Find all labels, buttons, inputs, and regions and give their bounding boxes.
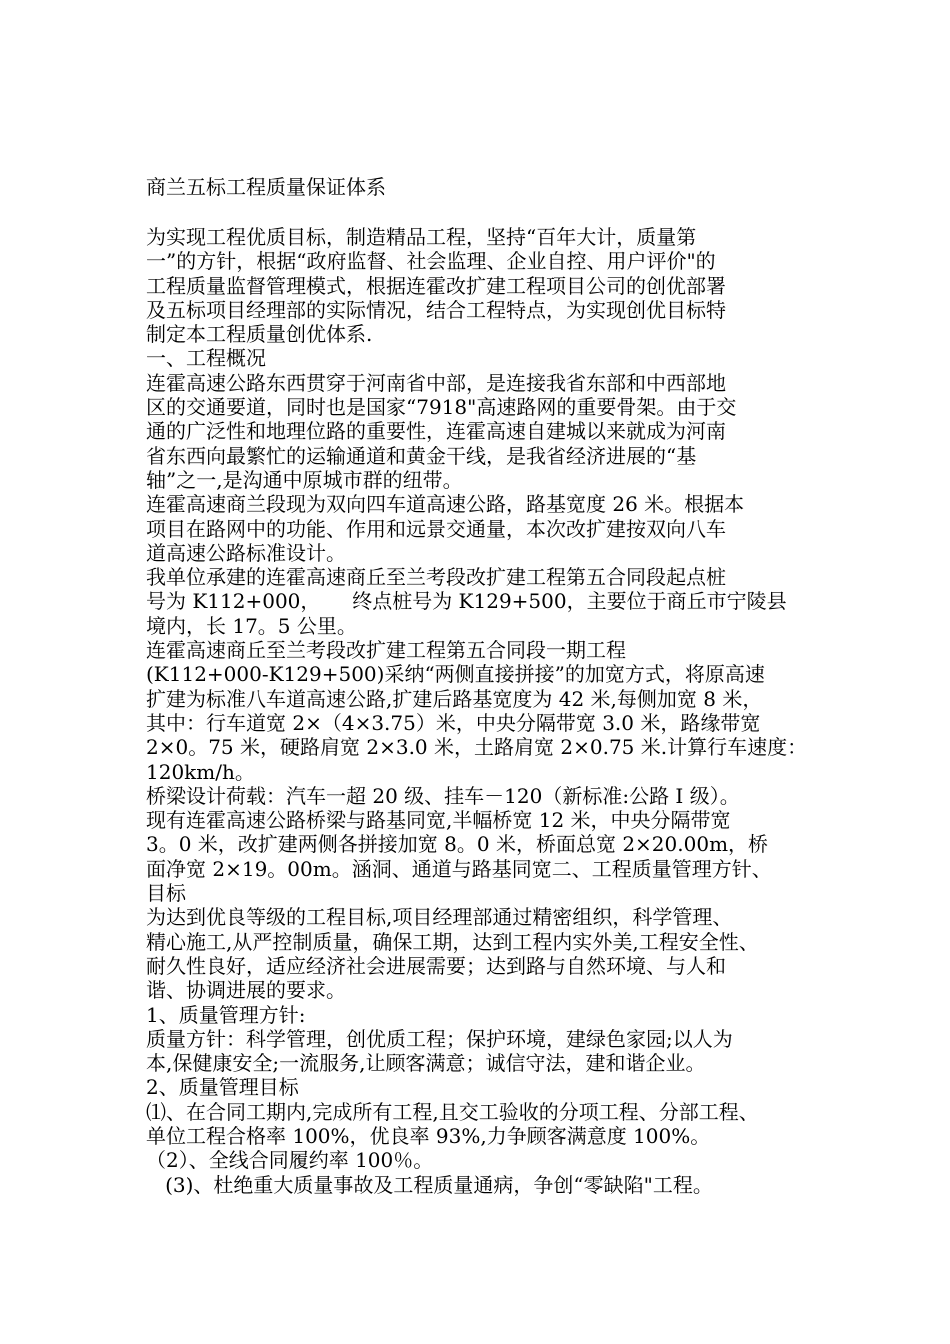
text-line: 面净宽 2×19。00m。涵洞、通道与路基同宽二、工程质量管理方针、 bbox=[146, 856, 772, 881]
text-line: 道高速公路标准设计。 bbox=[146, 540, 346, 565]
text-line: 一、工程概况 bbox=[146, 346, 266, 371]
text-line: 连霍高速商兰段现为双向四车道高速公路，路基宽度 26 米。根据本 bbox=[146, 492, 745, 517]
text-line: 本,保健康安全;一流服务,让顾客满意；诚信守法，建和谐企业。 bbox=[146, 1051, 706, 1076]
text-line: 连霍高速商丘至兰考段改扩建工程第五合同段一期工程 bbox=[146, 638, 626, 663]
text-line: （2）、全线合同履约率 100％。 bbox=[146, 1148, 434, 1173]
text-line: 2×0。75 米，硬路肩宽 2×3.0 米，土路肩宽 2×0.75 米.计算行车速度： bbox=[146, 735, 808, 760]
text-line: (3)、杜绝重大质量事故及工程质量通病，争创“零缺陷"工程。 bbox=[146, 1172, 713, 1197]
text-line: 3。0 米，改扩建两侧各拼接加宽 8。0 米，桥面总宽 2×20.00m，桥 bbox=[146, 832, 769, 857]
text-line: 精心施工,从严控制质量，确保工期，达到工程内实外美,工程安全性、 bbox=[146, 929, 759, 954]
text-line: (K112+000-K129+500)采纳“两侧直接拼接”的加宽方式，将原高速 bbox=[146, 662, 765, 687]
text-line: 及五标项目经理部的实际情况，结合工程特点，为实现创优目标特 bbox=[146, 297, 726, 322]
text-line: 工程质量监督管理模式，根据连霍改扩建工程项目公司的创优部署 bbox=[146, 273, 726, 298]
text-line: ⑴、在合同工期内,完成所有工程,且交工验收的分项工程、分部工程、 bbox=[146, 1099, 759, 1124]
text-line: 2、质量管理目标 bbox=[146, 1075, 299, 1100]
text-line: 项目在路网中的功能、作用和远景交通量，本次改扩建按双向八车 bbox=[146, 516, 726, 541]
text-line: 一”的方针，根据“政府监督、社会监理、企业自控、用户评价"的 bbox=[146, 249, 716, 274]
text-line: 谐、协调进展的要求。 bbox=[146, 978, 346, 1003]
text-line: 单位工程合格率 100%，优良率 93%,力争顾客满意度 100%。 bbox=[146, 1123, 711, 1148]
text-line: 制定本工程质量创优体系. bbox=[146, 322, 373, 347]
text-line: 通的广泛性和地理位路的重要性，连霍高速自建城以来就成为河南 bbox=[146, 419, 726, 444]
document-body bbox=[146, 225, 826, 1197]
text-line: 扩建为标准八车道高速公路,扩建后路基宽度为 42 米,每侧加宽 8 米， bbox=[146, 686, 763, 711]
text-line: 省东西向最繁忙的运输通道和黄金干线，是我省经济进展的“基 bbox=[146, 443, 697, 468]
text-line: 轴”之一,是沟通中原城市群的纽带。 bbox=[146, 467, 463, 492]
text-line: 为实现工程优质目标，制造精品工程，坚持“百年大计，质量第 bbox=[146, 225, 697, 249]
text-line: 其中：行车道宽 2×（4×3.75）米，中央分隔带宽 3.0 米，路缘带宽 bbox=[146, 710, 761, 735]
text-line: 桥梁设计荷载：汽车一超 20 级、挂车－120（新标准:公路 I 级）。 bbox=[146, 783, 740, 808]
text-line: 我单位承建的连霍高速商丘至兰考段改扩建工程第五合同段起点桩 bbox=[146, 565, 726, 590]
text-line: 号为 K112+000， 终点桩号为 K129+500，主要位于商丘市宁陵县 bbox=[146, 589, 787, 614]
text-line: 为达到优良等级的工程目标,项目经理部通过精密组织，科学管理、 bbox=[146, 905, 733, 930]
text-line: 目标 bbox=[146, 881, 186, 906]
text-line: 区的交通要道，同时也是国家“7918"高速路网的重要骨架。由于交 bbox=[146, 395, 737, 420]
text-line: 耐久性良好，适应经济社会进展需要；达到路与自然环境、与人和 bbox=[146, 953, 726, 978]
text-line: 连霍高速公路东西贯穿于河南省中部，是连接我省东部和中西部地 bbox=[146, 370, 726, 395]
document-title: 商兰五标工程质量保证体系 bbox=[146, 175, 386, 199]
text-line: 现有连霍高速公路桥梁与路基同宽,半幅桥宽 12 米，中央分隔带宽 bbox=[146, 808, 731, 833]
text-line: 120km/h。 bbox=[146, 759, 255, 784]
text-line: 境内，长 17。5 公里。 bbox=[146, 613, 357, 638]
text-line: 质量方针：科学管理，创优质工程；保护环境，建绿色家园;以人为 bbox=[146, 1026, 733, 1051]
text-line: 1、质量管理方针: bbox=[146, 1002, 306, 1027]
